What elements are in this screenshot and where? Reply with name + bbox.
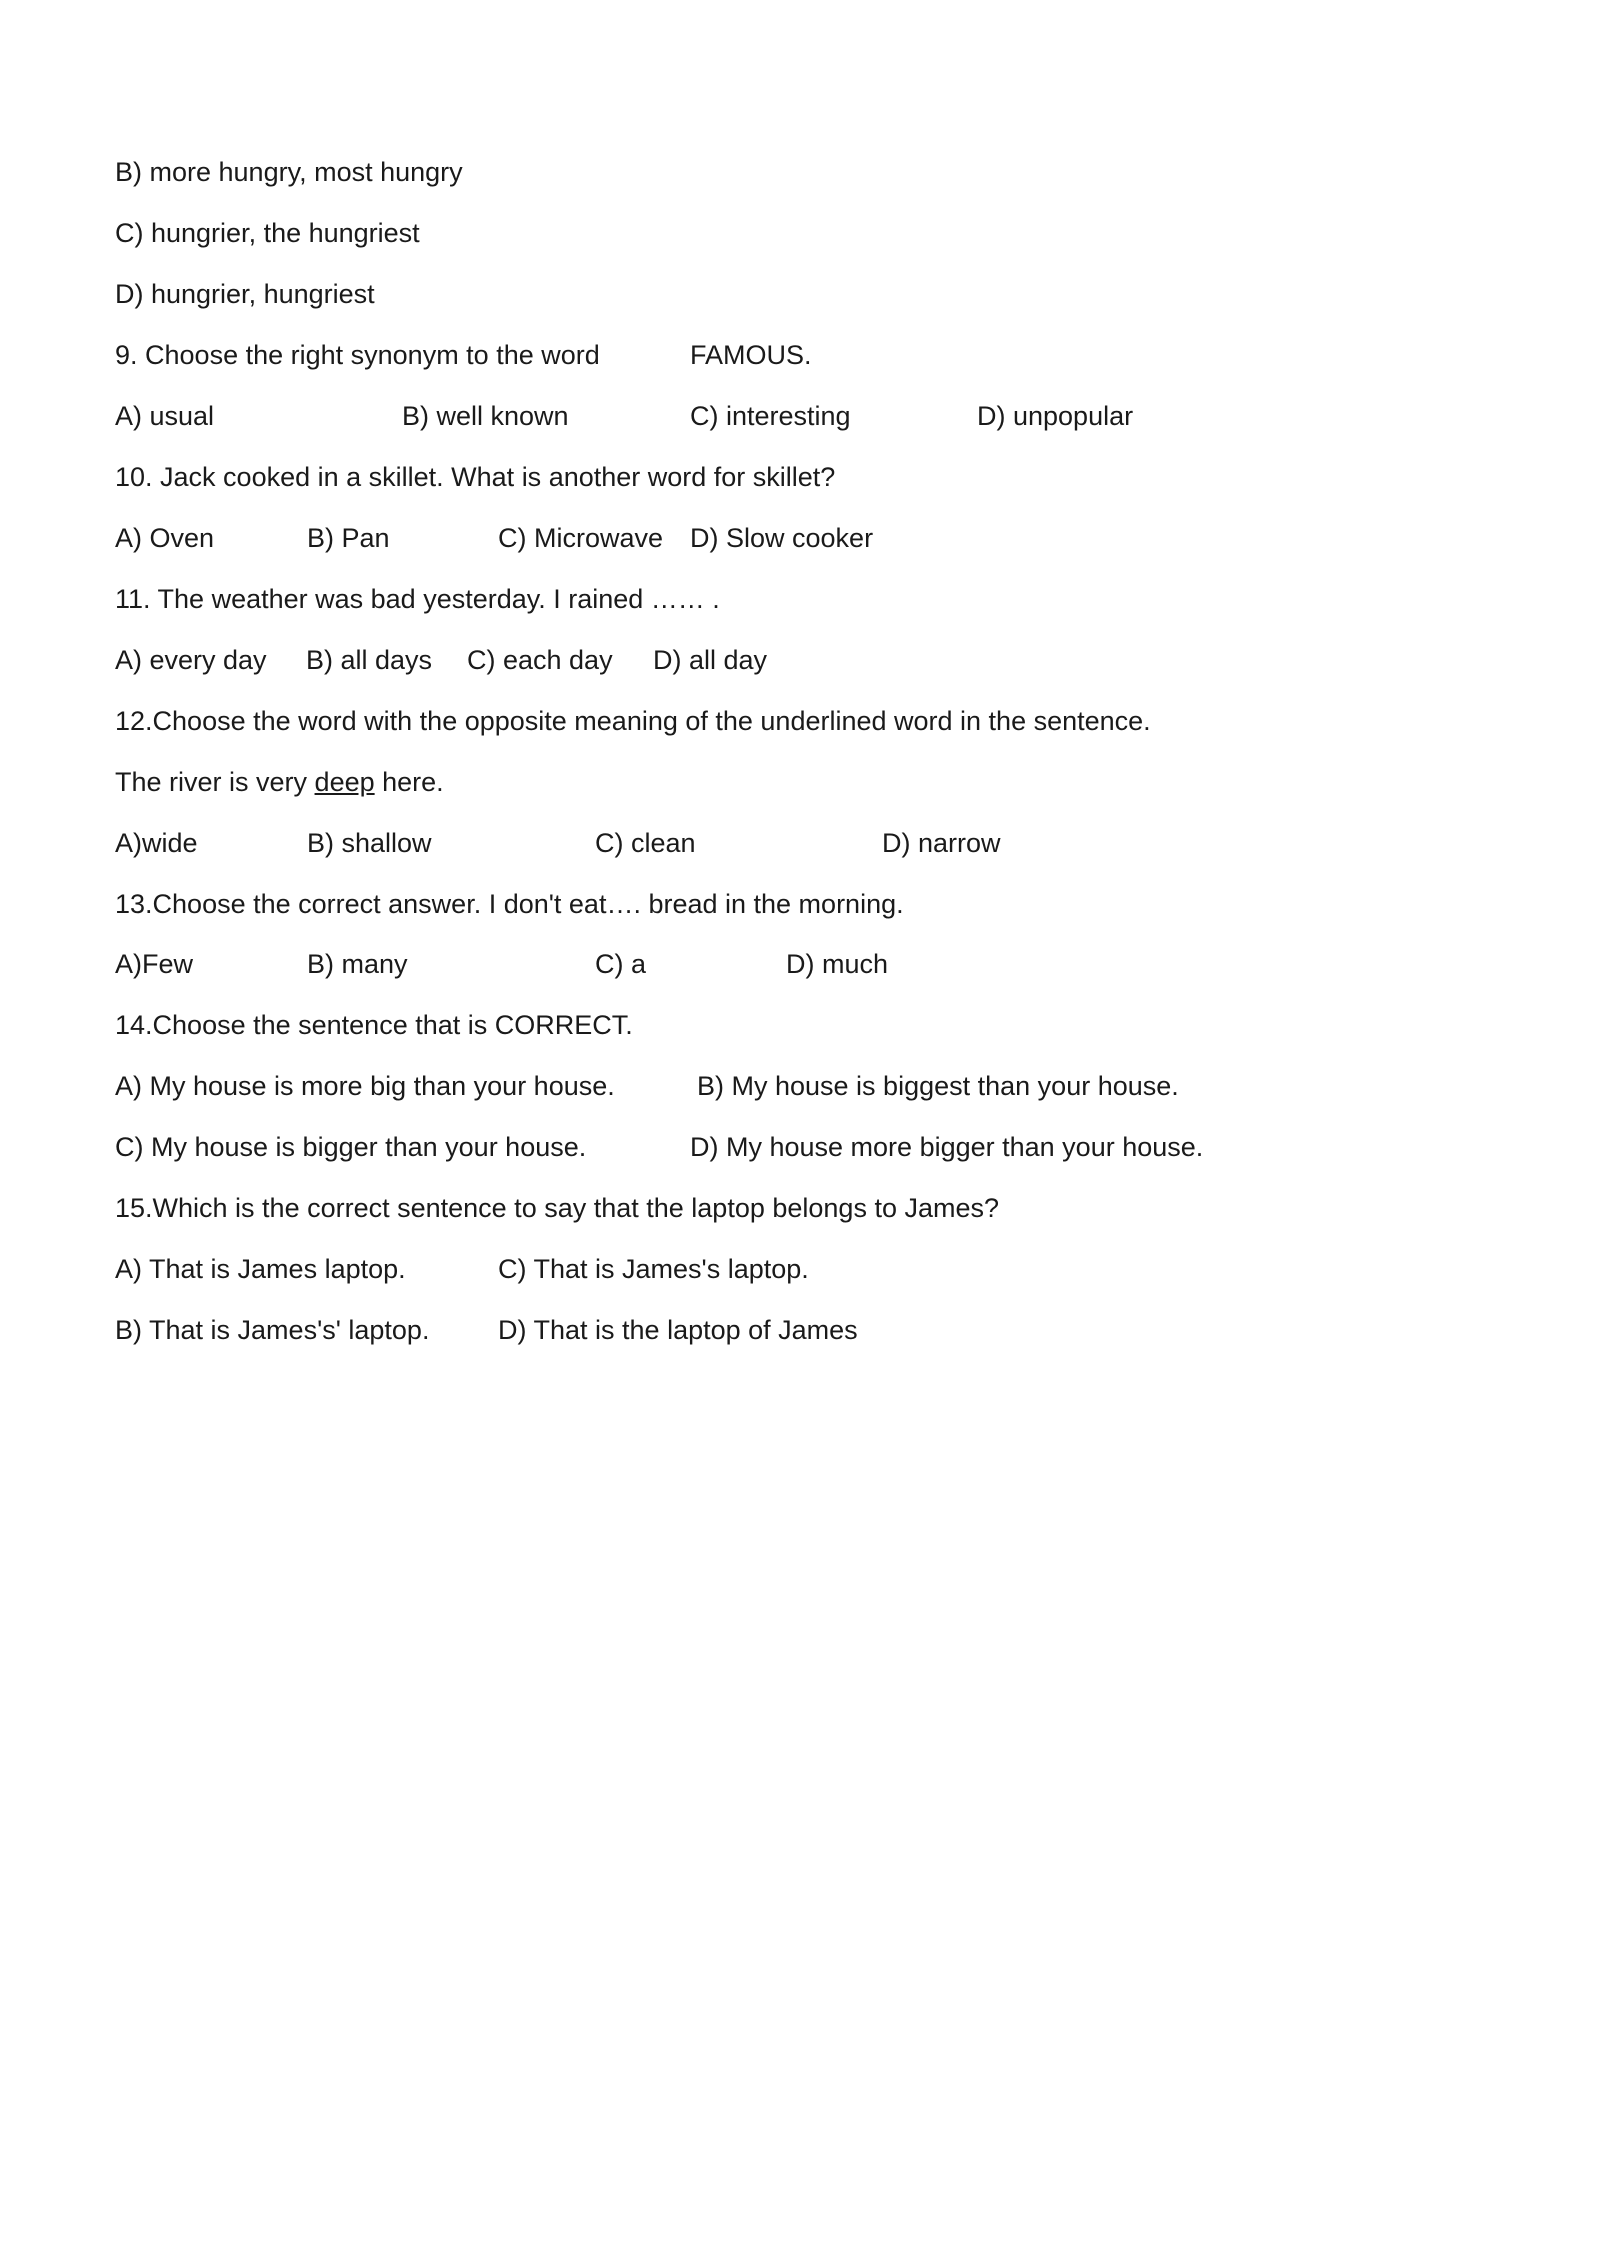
q10-option-a: A) Oven	[115, 523, 215, 553]
q14-options-row2	[115, 1127, 1515, 1167]
q12-prompt: 12.Choose the word with the opposite meaning of the underlined word in the sentence.	[115, 706, 1151, 736]
q11-prompt: 11. The weather was bad yesterday. I rained …… .	[115, 584, 720, 614]
q10-options	[115, 518, 1515, 558]
q11-option-a: A) every day	[115, 645, 267, 675]
q13-option-a: A)Few	[115, 949, 194, 979]
q13-option-d: D) much	[786, 949, 889, 979]
q13-option-c: C) a	[595, 949, 647, 979]
q9-option-d: D) unpopular	[977, 401, 1134, 431]
q10-prompt: 10. Jack cooked in a skillet. What is another word for skillet?	[115, 462, 836, 492]
q9-option-a: A) usual	[115, 401, 215, 431]
q12-options	[115, 823, 1515, 863]
q12-sentence-after: here.	[374, 767, 444, 797]
q12-sentence-before: The river is very	[115, 767, 315, 797]
q11-options	[115, 640, 1515, 680]
q12-option-b: B) shallow	[307, 828, 432, 858]
q14-option-d: D) My house more bigger than your house.	[690, 1132, 1204, 1162]
q14-prompt: 14.Choose the sentence that is CORRECT.	[115, 1010, 633, 1040]
q14-option-c: C) My house is bigger than your house.	[115, 1132, 587, 1162]
q15-prompt: 15.Which is the correct sentence to say that the laptop belongs to James?	[115, 1193, 999, 1223]
q12-sentence	[115, 762, 444, 802]
q8-option-b: B) more hungry, most hungry	[115, 157, 463, 187]
q9-option-b: B) well known	[402, 401, 569, 431]
q13-options	[115, 944, 1515, 984]
q15-option-c: C) That is James's laptop.	[498, 1254, 809, 1284]
q15-option-a: A) That is James laptop.	[115, 1254, 406, 1284]
q14-options-row1	[115, 1066, 1515, 1106]
q15-options-row1	[115, 1249, 1515, 1289]
q10-option-c: C) Microwave	[498, 523, 664, 553]
q13-option-b: B) many	[307, 949, 408, 979]
q12-underlined-word: deep	[314, 767, 375, 797]
q11-option-d: D) all day	[653, 645, 768, 675]
q8-option-c: C) hungrier, the hungriest	[115, 218, 420, 248]
q14-option-a: A) My house is more big than your house.	[115, 1071, 615, 1101]
q15-options-row2	[115, 1310, 1515, 1350]
q8-option-d: D) hungrier, hungriest	[115, 279, 375, 309]
q9-prompt: 9. Choose the right synonym to the word	[115, 340, 600, 370]
q15-option-d: D) That is the laptop of James	[498, 1315, 858, 1345]
q15-option-b: B) That is James's' laptop.	[115, 1315, 430, 1345]
q9-options	[115, 396, 1515, 436]
q11-option-c: C) each day	[467, 645, 613, 675]
q9-prompt-line	[115, 335, 1515, 375]
q14-option-b: B) My house is biggest than your house.	[697, 1071, 1179, 1101]
q9-keyword: FAMOUS.	[690, 340, 812, 370]
q13-prompt: 13.Choose the correct answer. I don't eat…. bread in the morning.	[115, 889, 904, 919]
q11-option-b: B) all days	[306, 645, 433, 675]
q12-option-d: D) narrow	[882, 828, 1001, 858]
q10-option-d: D) Slow cooker	[690, 523, 874, 553]
q12-option-c: C) clean	[595, 828, 696, 858]
q12-option-a: A)wide	[115, 828, 198, 858]
q10-option-b: B) Pan	[307, 523, 390, 553]
q9-option-c: C) interesting	[690, 401, 851, 431]
